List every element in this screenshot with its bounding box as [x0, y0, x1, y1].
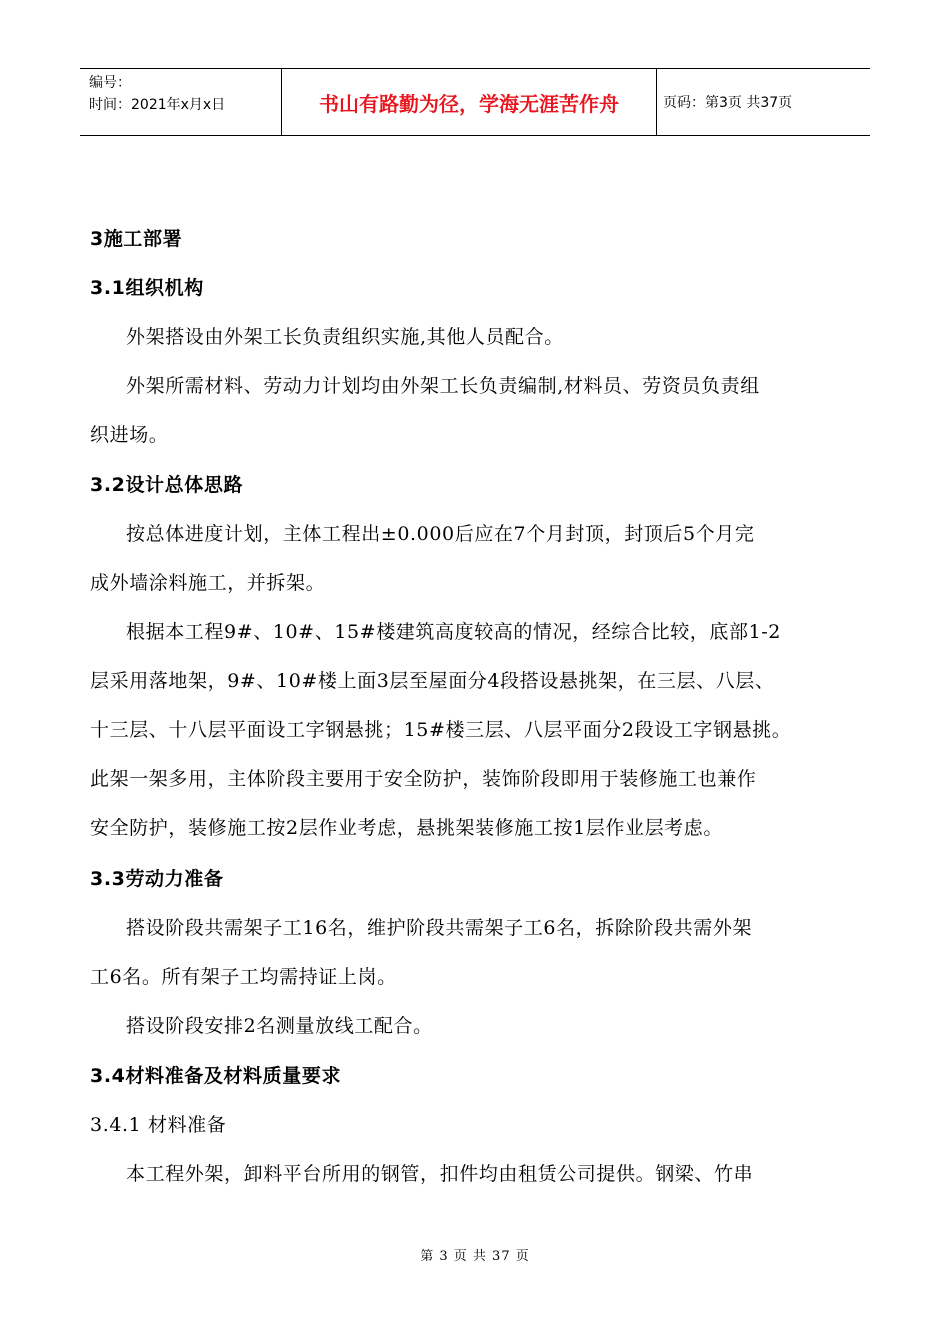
header-page-cell: [657, 69, 870, 135]
header-motto: 书山有路勤为径，学海无涯苦作舟: [319, 91, 619, 116]
section-3-4-1-title: 3.4.1 材料准备: [90, 1114, 227, 1136]
header-meta-cell: [80, 69, 282, 135]
document-time-label: 时间：2021年x月x日: [89, 97, 226, 113]
header-motto-cell: [282, 69, 657, 135]
paragraph-line: 安全防护，装修施工按2层作业考虑，悬挑架装修施工按1层作业层考虑。: [90, 817, 723, 839]
page-header: [80, 68, 870, 136]
section-3-2-title: 3.2设计总体思路: [90, 474, 244, 496]
paragraph-line: 工6名。所有架子工均需持证上岗。: [90, 966, 397, 988]
document-number-label: 编号：: [89, 75, 131, 91]
header-page-info: 页码：第3页 共37页: [663, 95, 793, 111]
paragraph-line: 根据本工程9#、10#、15#楼建筑高度较高的情况，经综合比较，底部1-2: [126, 621, 781, 643]
paragraph-line: 十三层、十八层平面设工字钢悬挑；15#楼三层、八层平面分2段设工字钢悬挑。: [90, 719, 792, 741]
paragraph-line: 按总体进度计划，主体工程出±0.000后应在7个月封顶，封顶后5个月完: [126, 523, 755, 545]
paragraph: 外架搭设由外架工长负责组织实施,其他人员配合。: [126, 326, 564, 348]
section-3-1-title: 3.1组织机构: [90, 277, 204, 299]
section-3-4-title: 3.4材料准备及材料质量要求: [90, 1065, 342, 1087]
page-footer: 第 3 页 共 37 页: [420, 1249, 530, 1264]
paragraph-line: 本工程外架，卸料平台所用的钢管，扣件均由租赁公司提供。钢梁、竹串: [126, 1163, 754, 1185]
paragraph-line: 成外墙涂料施工，并拆架。: [90, 572, 326, 594]
paragraph-line: 搭设阶段共需架子工16名，维护阶段共需架子工6名，拆除阶段共需外架: [126, 917, 753, 939]
paragraph: 搭设阶段安排2名测量放线工配合。: [126, 1015, 433, 1037]
paragraph-line: 外架所需材料、劳动力计划均由外架工长负责编制,材料员、劳资员负责组: [126, 375, 760, 397]
section-3-3-title: 3.3劳动力准备: [90, 868, 224, 890]
paragraph-line: 此架一架多用，主体阶段主要用于安全防护，装饰阶段即用于装修施工也兼作: [90, 768, 757, 790]
paragraph-line: 织进场。: [90, 424, 169, 446]
paragraph-line: 层采用落地架，9#、10#楼上面3层至屋面分4段搭设悬挑架，在三层、八层、: [90, 670, 775, 692]
section-3-title: 3施工部署: [90, 228, 183, 250]
